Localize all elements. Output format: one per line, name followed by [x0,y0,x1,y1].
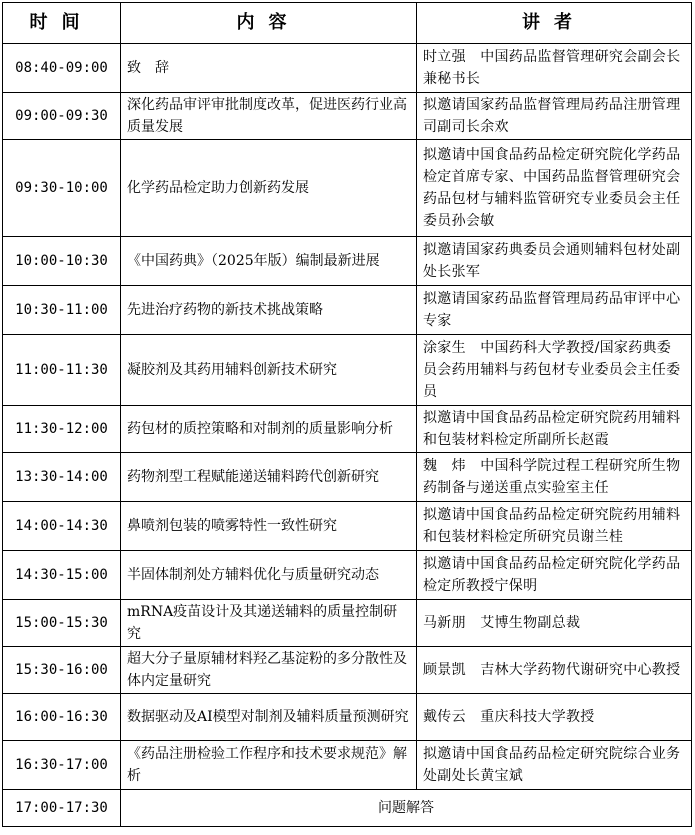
row-topic: mRNA疫苗设计及其递送辅料的质量控制研究 [121,600,417,647]
header-topic: 内容 [121,3,417,44]
row-speaker: 拟邀请中国食品药品检定研究院药用辅料和包装材料检定所研究员谢兰桂 [417,502,692,551]
row-speaker: 拟邀请中国食品药品检定研究院化学药品检定首席专家、中国药品监督管理研究会药品包材与辅料监管研究专业委员会主任委员孙会敏 [417,140,692,237]
table-row [3,44,692,93]
row-topic: 《药品注册检验工作程序和技术要求规范》解析 [121,741,417,790]
table-row [3,741,692,790]
row-time: 09:30-10:00 [3,140,121,237]
row-topic: 先进治疗药物的新技术挑战策略 [121,286,417,335]
qa-session: 问题解答 [121,790,692,827]
row-time: 17:00-17:30 [3,790,121,827]
table-row [3,453,692,502]
row-time: 10:30-11:00 [3,286,121,335]
row-time: 14:00-14:30 [3,502,121,551]
row-time: 10:00-10:30 [3,237,121,286]
row-topic: 鼻喷剂包装的喷雾特性一致性研究 [121,502,417,551]
row-time: 16:00-16:30 [3,694,121,741]
row-speaker: 魏 炜 中国科学院过程工程研究所生物药制备与递送重点实验室主任 [417,453,692,502]
table-row [3,647,692,694]
table-row [3,406,692,453]
row-time: 08:40-09:00 [3,44,121,93]
row-time: 15:30-16:00 [3,647,121,694]
row-topic: 超大分子量原辅材料羟乙基淀粉的多分散性及体内定量研究 [121,647,417,694]
row-time: 16:30-17:00 [3,741,121,790]
table-row [3,551,692,600]
row-speaker: 马新朋 艾博生物副总裁 [417,600,692,647]
row-topic: 半固体制剂处方辅料优化与质量研究动态 [121,551,417,600]
row-topic: 数据驱动及AI模型对制剂及辅料质量预测研究 [121,694,417,741]
row-time: 13:30-14:00 [3,453,121,502]
table-row [3,140,692,237]
row-speaker: 涂家生 中国药科大学教授/国家药典委员会药用辅料与药包材专业委员会主任委员 [417,335,692,406]
row-speaker: 拟邀请国家药品监督管理局药品审评中心专家 [417,286,692,335]
row-topic: 药包材的质控策略和对制剂的质量影响分析 [121,406,417,453]
table-row [3,286,692,335]
row-topic: 《中国药典》（2025年版）编制最新进展 [121,237,417,286]
table-row [3,335,692,406]
row-speaker: 拟邀请国家药典委员会通则辅料包材处副处长张军 [417,237,692,286]
row-speaker: 戴传云 重庆科技大学教授 [417,694,692,741]
row-topic: 深化药品审评审批制度改革，促进医药行业高质量发展 [121,93,417,140]
row-time: 15:00-15:30 [3,600,121,647]
row-time: 09:00-09:30 [3,93,121,140]
row-time: 11:30-12:00 [3,406,121,453]
row-topic: 凝胶剂及其药用辅料创新技术研究 [121,335,417,406]
table-row [3,694,692,741]
row-time: 11:00-11:30 [3,335,121,406]
table-row [3,93,692,140]
row-speaker: 拟邀请国家药品监督管理局药品注册管理司副司长余欢 [417,93,692,140]
row-topic: 致 辞 [121,44,417,93]
table-row [3,790,692,827]
row-topic: 药物剂型工程赋能递送辅料跨代创新研究 [121,453,417,502]
table-row [3,600,692,647]
row-speaker: 拟邀请中国食品药品检定研究院综合业务处副处长黄宝斌 [417,741,692,790]
row-speaker: 时立强 中国药品监督管理研究会副会长兼秘书长 [417,44,692,93]
header-time: 时间 [3,3,121,44]
row-speaker: 顾景凯 吉林大学药物代谢研究中心教授 [417,647,692,694]
table-row [3,502,692,551]
header-speaker: 讲者 [417,3,692,44]
row-time: 14:30-15:00 [3,551,121,600]
row-speaker: 拟邀请中国食品药品检定研究院化学药品检定所教授宁保明 [417,551,692,600]
agenda-table [2,2,692,827]
row-topic: 化学药品检定助力创新药发展 [121,140,417,237]
table-row [3,237,692,286]
table-header-row [3,3,692,44]
row-speaker: 拟邀请中国食品药品检定研究院药用辅料和包装材料检定所副所长赵霞 [417,406,692,453]
